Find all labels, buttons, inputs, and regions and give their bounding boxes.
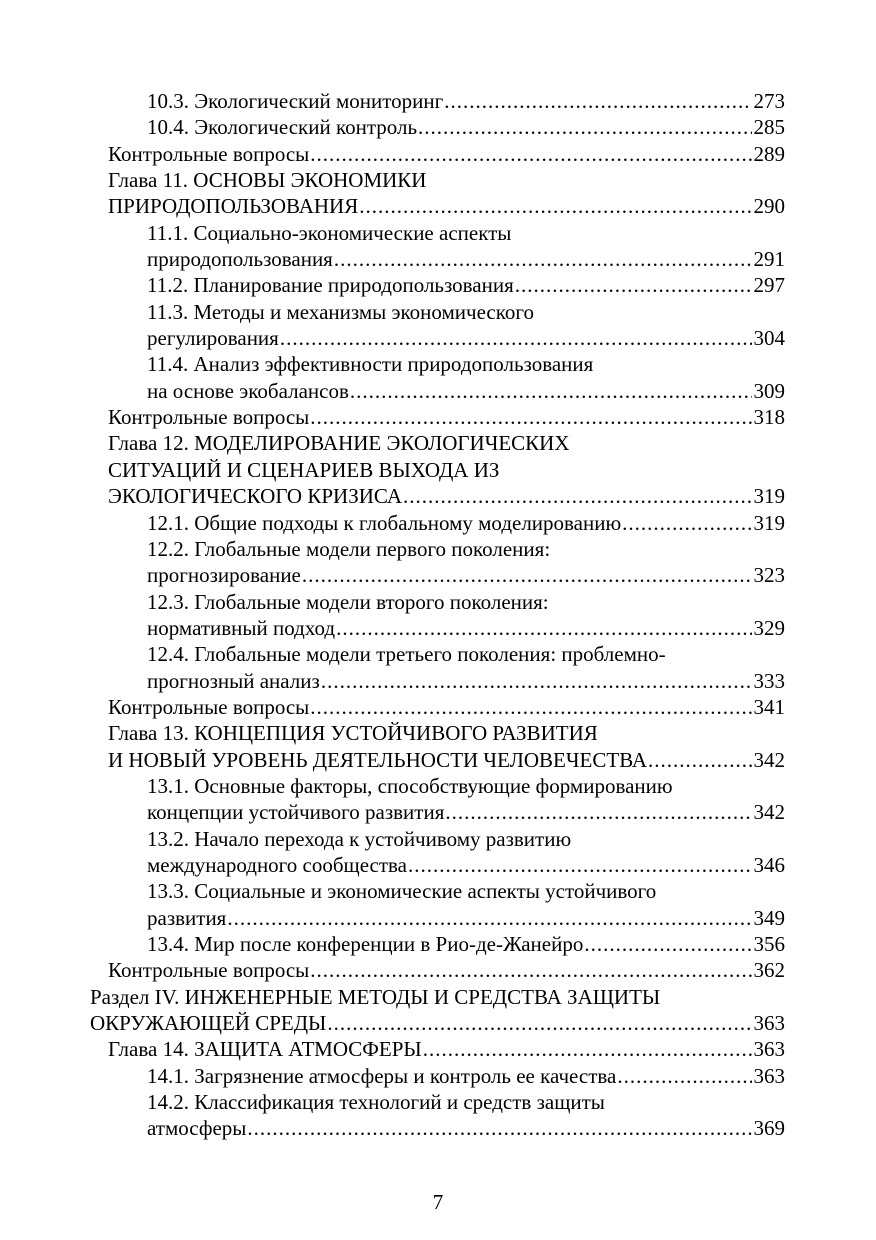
toc-page-number: 346 xyxy=(753,852,785,877)
toc-entry xyxy=(147,378,785,404)
dot-leader xyxy=(622,510,751,536)
toc-entry-title: Глава 12. МОДЕЛИРОВАНИЕ ЭКОЛОГИЧЕСКИХ xyxy=(108,431,570,456)
toc-entry-title: 12.3. Глобальные модели второго поколения: xyxy=(147,589,549,614)
toc-entry-title: атмосферы xyxy=(147,1116,247,1141)
toc-entry xyxy=(147,325,785,351)
toc-entry-title: 13.4. Мир после конференции в Рио-де-Жанейро xyxy=(147,932,584,956)
dot-leader xyxy=(515,272,752,298)
toc-page-number: 333 xyxy=(753,668,785,693)
toc-page-number: 318 xyxy=(753,405,785,430)
toc-entry xyxy=(147,114,785,140)
toc-page-number: 329 xyxy=(753,615,785,640)
toc-entry-title: 11.4. Анализ эффективности природопользования xyxy=(147,352,594,377)
toc-entry-title: Глава 13. КОНЦЕПЦИЯ УСТОЙЧИВОГО РАЗВИТИЯ xyxy=(108,721,598,746)
toc-line xyxy=(0,430,876,456)
dot-leader xyxy=(359,193,751,219)
dot-leader xyxy=(418,114,751,140)
toc-entry-title: 10.3. Экологический мониторинг xyxy=(147,89,444,113)
toc-line xyxy=(0,615,876,641)
toc-entry-title: 12.2. Глобальные модели первого поколения: xyxy=(147,536,551,561)
toc-entry-title: 11.2. Планирование природопользования xyxy=(147,273,514,298)
toc-entry-title: ПРИРОДОПОЛЬЗОВАНИЯ xyxy=(108,194,359,219)
toc-line xyxy=(0,957,876,983)
toc-entry-title: 13.1. Основные факторы, способствующие формированию xyxy=(147,773,673,798)
toc-line xyxy=(0,852,876,878)
toc-entry-title: 11.3. Методы и механизмы экономического xyxy=(147,299,534,324)
toc-line xyxy=(0,536,876,562)
toc-entry xyxy=(147,510,785,536)
toc-page-number: 362 xyxy=(753,958,785,983)
toc-entry-title: на основе экобалансов xyxy=(147,378,349,403)
dot-leader xyxy=(310,404,751,430)
toc-page-number: 341 xyxy=(753,694,785,719)
toc-entry-title: 12.4. Глобальные модели третьего поколения: проблемно- xyxy=(147,642,666,667)
toc-entry xyxy=(108,404,785,430)
toc-page-number: 289 xyxy=(753,141,785,166)
toc-page-number: 285 xyxy=(753,115,785,140)
toc-entry xyxy=(108,1036,785,1062)
toc-entry-title: 10.4. Экологический контроль xyxy=(147,115,418,140)
toc-page-number: 319 xyxy=(753,484,785,509)
toc-line xyxy=(0,773,876,799)
dot-leader xyxy=(247,1115,751,1141)
toc-line xyxy=(0,1089,876,1115)
toc-entry xyxy=(147,668,785,694)
toc-page-number: 363 xyxy=(753,1011,785,1036)
dot-leader xyxy=(408,852,752,878)
toc-entry-title: Контрольные вопросы xyxy=(108,694,310,719)
toc-entry xyxy=(147,852,785,878)
toc-line xyxy=(0,114,876,140)
toc-page-number: 291 xyxy=(753,247,785,272)
toc-line xyxy=(0,826,876,852)
toc-entry xyxy=(147,1063,785,1089)
toc-entry xyxy=(108,957,785,983)
toc-entry xyxy=(147,905,785,931)
toc-entry-title: прогнозный анализ xyxy=(147,668,320,693)
toc-line xyxy=(0,457,876,483)
toc-line xyxy=(0,720,876,746)
toc-entry-title: 14.1. Загрязнение атмосферы и контроль ее качества xyxy=(147,1063,617,1088)
dot-leader xyxy=(617,1063,751,1089)
toc-entry xyxy=(108,747,785,773)
toc-line xyxy=(0,931,876,957)
toc-entry-title: И НОВЫЙ УРОВЕНЬ ДЕЯТЕЛЬНОСТИ ЧЕЛОВЕЧЕСТВА xyxy=(108,747,648,772)
toc-line xyxy=(0,167,876,193)
toc-entry-title: Контрольные вопросы xyxy=(108,958,310,983)
dot-leader xyxy=(584,931,751,957)
toc-page-number: 290 xyxy=(753,194,785,219)
toc-line xyxy=(0,984,876,1010)
dot-leader xyxy=(336,615,751,641)
dot-leader xyxy=(350,378,752,404)
toc-entry-title: 11.1. Социально-экономические аспекты xyxy=(147,220,512,245)
toc-page-number: 323 xyxy=(753,563,785,588)
toc-line xyxy=(0,272,876,298)
toc-page-number: 297 xyxy=(753,273,785,298)
toc-entry xyxy=(108,694,785,720)
toc-line xyxy=(0,404,876,430)
toc-line xyxy=(0,694,876,720)
toc-entry-title: развития xyxy=(147,905,227,930)
toc-line xyxy=(0,641,876,667)
toc-entry xyxy=(108,483,785,509)
toc-entry xyxy=(147,1115,785,1141)
toc-line xyxy=(0,668,876,694)
dot-leader xyxy=(327,1010,751,1036)
toc-line xyxy=(0,325,876,351)
dot-leader xyxy=(403,483,751,509)
toc-entry-title: Контрольные вопросы xyxy=(108,141,310,166)
dot-leader xyxy=(310,957,751,983)
toc-page-number: 309 xyxy=(753,378,785,403)
toc-line xyxy=(0,799,876,825)
toc-line xyxy=(0,378,876,404)
toc-entry-title: нормативный подход xyxy=(147,615,336,640)
toc-entry-title: 12.1. Общие подходы к глобальному моделированию xyxy=(147,510,622,535)
toc-entry xyxy=(147,799,785,825)
toc-entry-title: Глава 11. ОСНОВЫ ЭКОНОМИКИ xyxy=(108,168,427,193)
toc-line xyxy=(0,351,876,377)
toc-line xyxy=(0,220,876,246)
dot-leader xyxy=(445,799,751,825)
toc-page-number: 369 xyxy=(753,1116,785,1141)
toc-entry xyxy=(147,615,785,641)
toc-line xyxy=(0,299,876,325)
toc-line xyxy=(0,589,876,615)
toc-entry-title: Раздел IV. ИНЖЕНЕРНЫЕ МЕТОДЫ И СРЕДСТВА ЗАЩИТЫ xyxy=(90,984,661,1009)
toc-entry-title: ЭКОЛОГИЧЕСКОГО КРИЗИСА xyxy=(108,484,403,509)
toc-line xyxy=(0,1063,876,1089)
toc-entry xyxy=(147,562,785,588)
toc-page-number: 363 xyxy=(753,1037,785,1062)
toc-entry-title: Контрольные вопросы xyxy=(108,405,310,430)
toc-line xyxy=(0,246,876,272)
toc-entry-title: природопользования xyxy=(147,247,333,272)
toc-entry xyxy=(108,193,785,219)
dot-leader xyxy=(227,905,751,931)
toc-entry-title: 13.2. Начало перехода к устойчивому развитию xyxy=(147,826,572,851)
toc-entry xyxy=(147,88,785,114)
dot-leader xyxy=(280,325,752,351)
toc-page-number: 304 xyxy=(753,326,785,351)
toc-page-number: 356 xyxy=(753,932,785,956)
toc-line xyxy=(0,88,876,114)
toc-line xyxy=(0,562,876,588)
toc-line xyxy=(0,1036,876,1062)
toc-line xyxy=(0,193,876,219)
toc-line xyxy=(0,1010,876,1036)
page-number: 7 xyxy=(432,1190,444,1214)
toc-entry-title: прогнозирование xyxy=(147,563,301,588)
toc-line xyxy=(0,905,876,931)
dot-leader xyxy=(648,747,751,773)
toc-line xyxy=(0,483,876,509)
toc-entry xyxy=(108,141,785,167)
toc-entry xyxy=(90,1010,785,1036)
toc-entry-title: регулирования xyxy=(147,326,279,351)
toc-page-number: 363 xyxy=(753,1063,785,1088)
dot-leader xyxy=(321,668,752,694)
toc-entry xyxy=(147,272,785,298)
toc-page-number: 342 xyxy=(753,800,785,825)
toc-line xyxy=(0,141,876,167)
toc-entry-title: международного сообщества xyxy=(147,852,407,877)
toc-line xyxy=(0,510,876,536)
table-of-contents xyxy=(0,88,876,1142)
toc-entry xyxy=(147,246,785,272)
toc-line xyxy=(0,1115,876,1141)
toc-entry-title: СИТУАЦИЙ И СЦЕНАРИЕВ ВЫХОДА ИЗ xyxy=(108,457,500,482)
toc-entry-title: ОКРУЖАЮЩЕЙ СРЕДЫ xyxy=(90,1011,327,1036)
toc-page-number: 342 xyxy=(753,747,785,772)
toc-entry-title: концепции устойчивого развития xyxy=(147,800,445,825)
dot-leader xyxy=(302,562,752,588)
toc-entry-title: 14.2. Классификация технологий и средств защиты xyxy=(147,1090,605,1115)
toc-page-number: 319 xyxy=(753,510,785,535)
toc-entry-title: Глава 14. ЗАЩИТА АТМОСФЕРЫ xyxy=(108,1037,422,1062)
toc-line xyxy=(0,878,876,904)
dot-leader xyxy=(334,246,752,272)
dot-leader xyxy=(310,694,751,720)
toc-entry xyxy=(147,931,785,957)
dot-leader xyxy=(444,88,751,114)
toc-entry-title: 13.3. Социальные и экономические аспекты устойчивого xyxy=(147,879,657,904)
dot-leader xyxy=(423,1036,752,1062)
toc-page-number: 273 xyxy=(753,89,785,113)
toc-line xyxy=(0,747,876,773)
toc-page-number: 349 xyxy=(753,905,785,930)
dot-leader xyxy=(310,141,751,167)
